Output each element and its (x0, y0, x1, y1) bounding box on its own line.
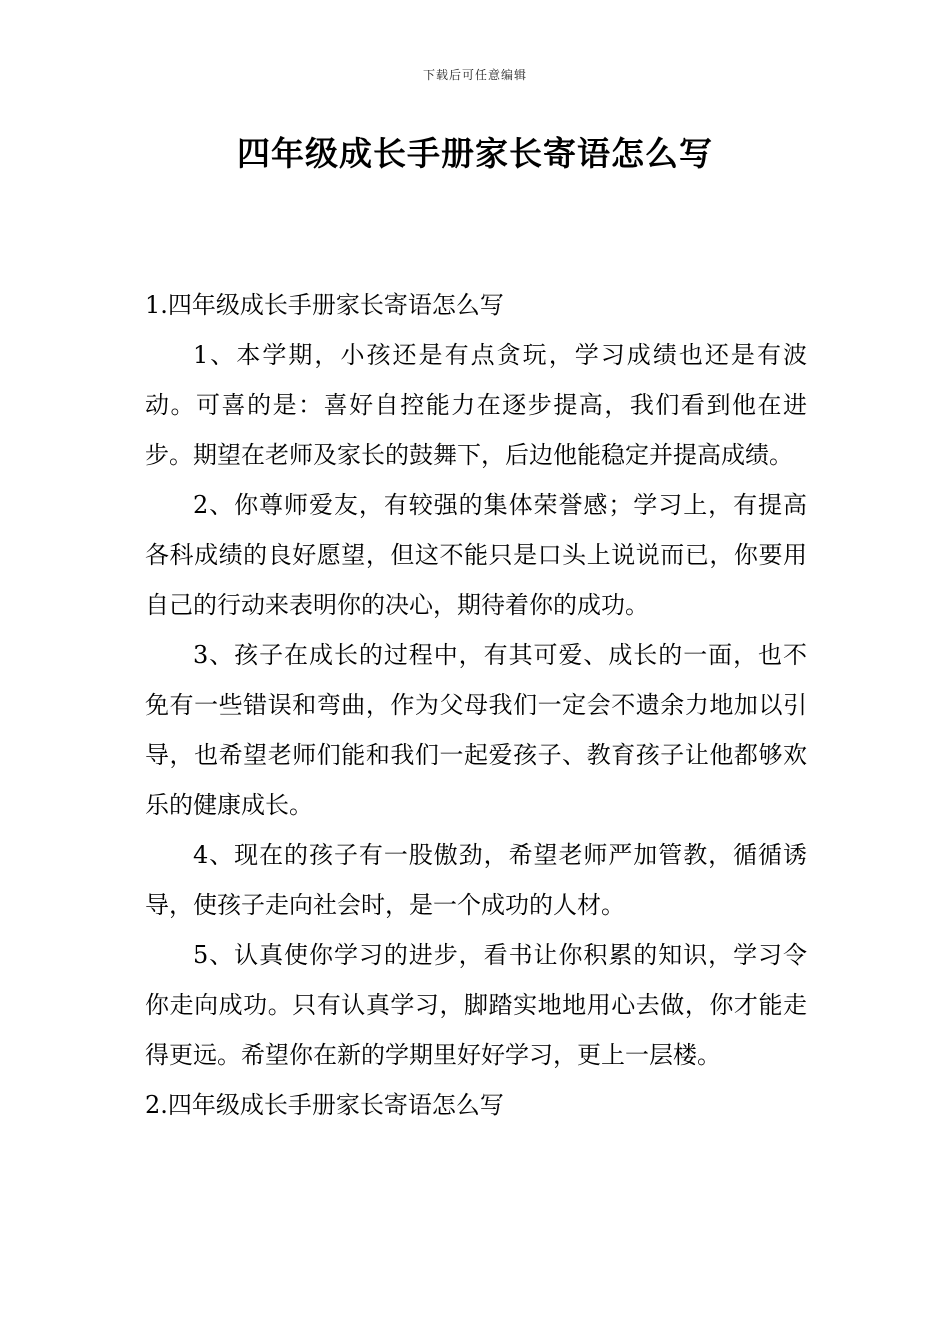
paragraph: 5、认真使你学习的进步，看书让你积累的知识，学习令你走向成功。只有认真学习，脚踏实地地用心去做，你才能走得更远。希望你在新的学期里好好学习，更上一层楼。 (145, 941, 807, 1069)
paragraph: 3、孩子在成长的过程中，有其可爱、成长的一面，也不免有一些错误和弯曲，作为父母我们一定会不遗余力地加以引导，也希望老师们能和我们一起爱孩子、教育孩子让他都够欢乐的健康成长。 (145, 641, 807, 819)
section-heading: 2.四年级成长手册家长寄语怎么写 (145, 1091, 504, 1119)
section-heading: 1.四年级成长手册家长寄语怎么写 (145, 291, 504, 319)
paragraph: 4、现在的孩子有一股傲劲，希望老师严加管教，循循诱导，使孩子走向社会时，是一个成功的人材。 (145, 841, 807, 919)
document-title: 四年级成长手册家长寄语怎么写 (237, 134, 713, 173)
document-body (145, 280, 807, 1130)
paragraph: 2、你尊师爱友，有较强的集体荣誉感；学习上，有提高各科成绩的良好愿望，但这不能只是口头上说说而已，你要用自己的行动来表明你的决心，期待着你的成功。 (145, 491, 807, 619)
page-header-note: 下载后可任意编辑 (422, 68, 527, 82)
paragraph: 1、本学期，小孩还是有点贪玩，学习成绩也还是有波动。可喜的是：喜好自控能力在逐步提高，我们看到他在进步。期望在老师及家长的鼓舞下，后边他能稳定并提高成绩。 (145, 341, 807, 469)
